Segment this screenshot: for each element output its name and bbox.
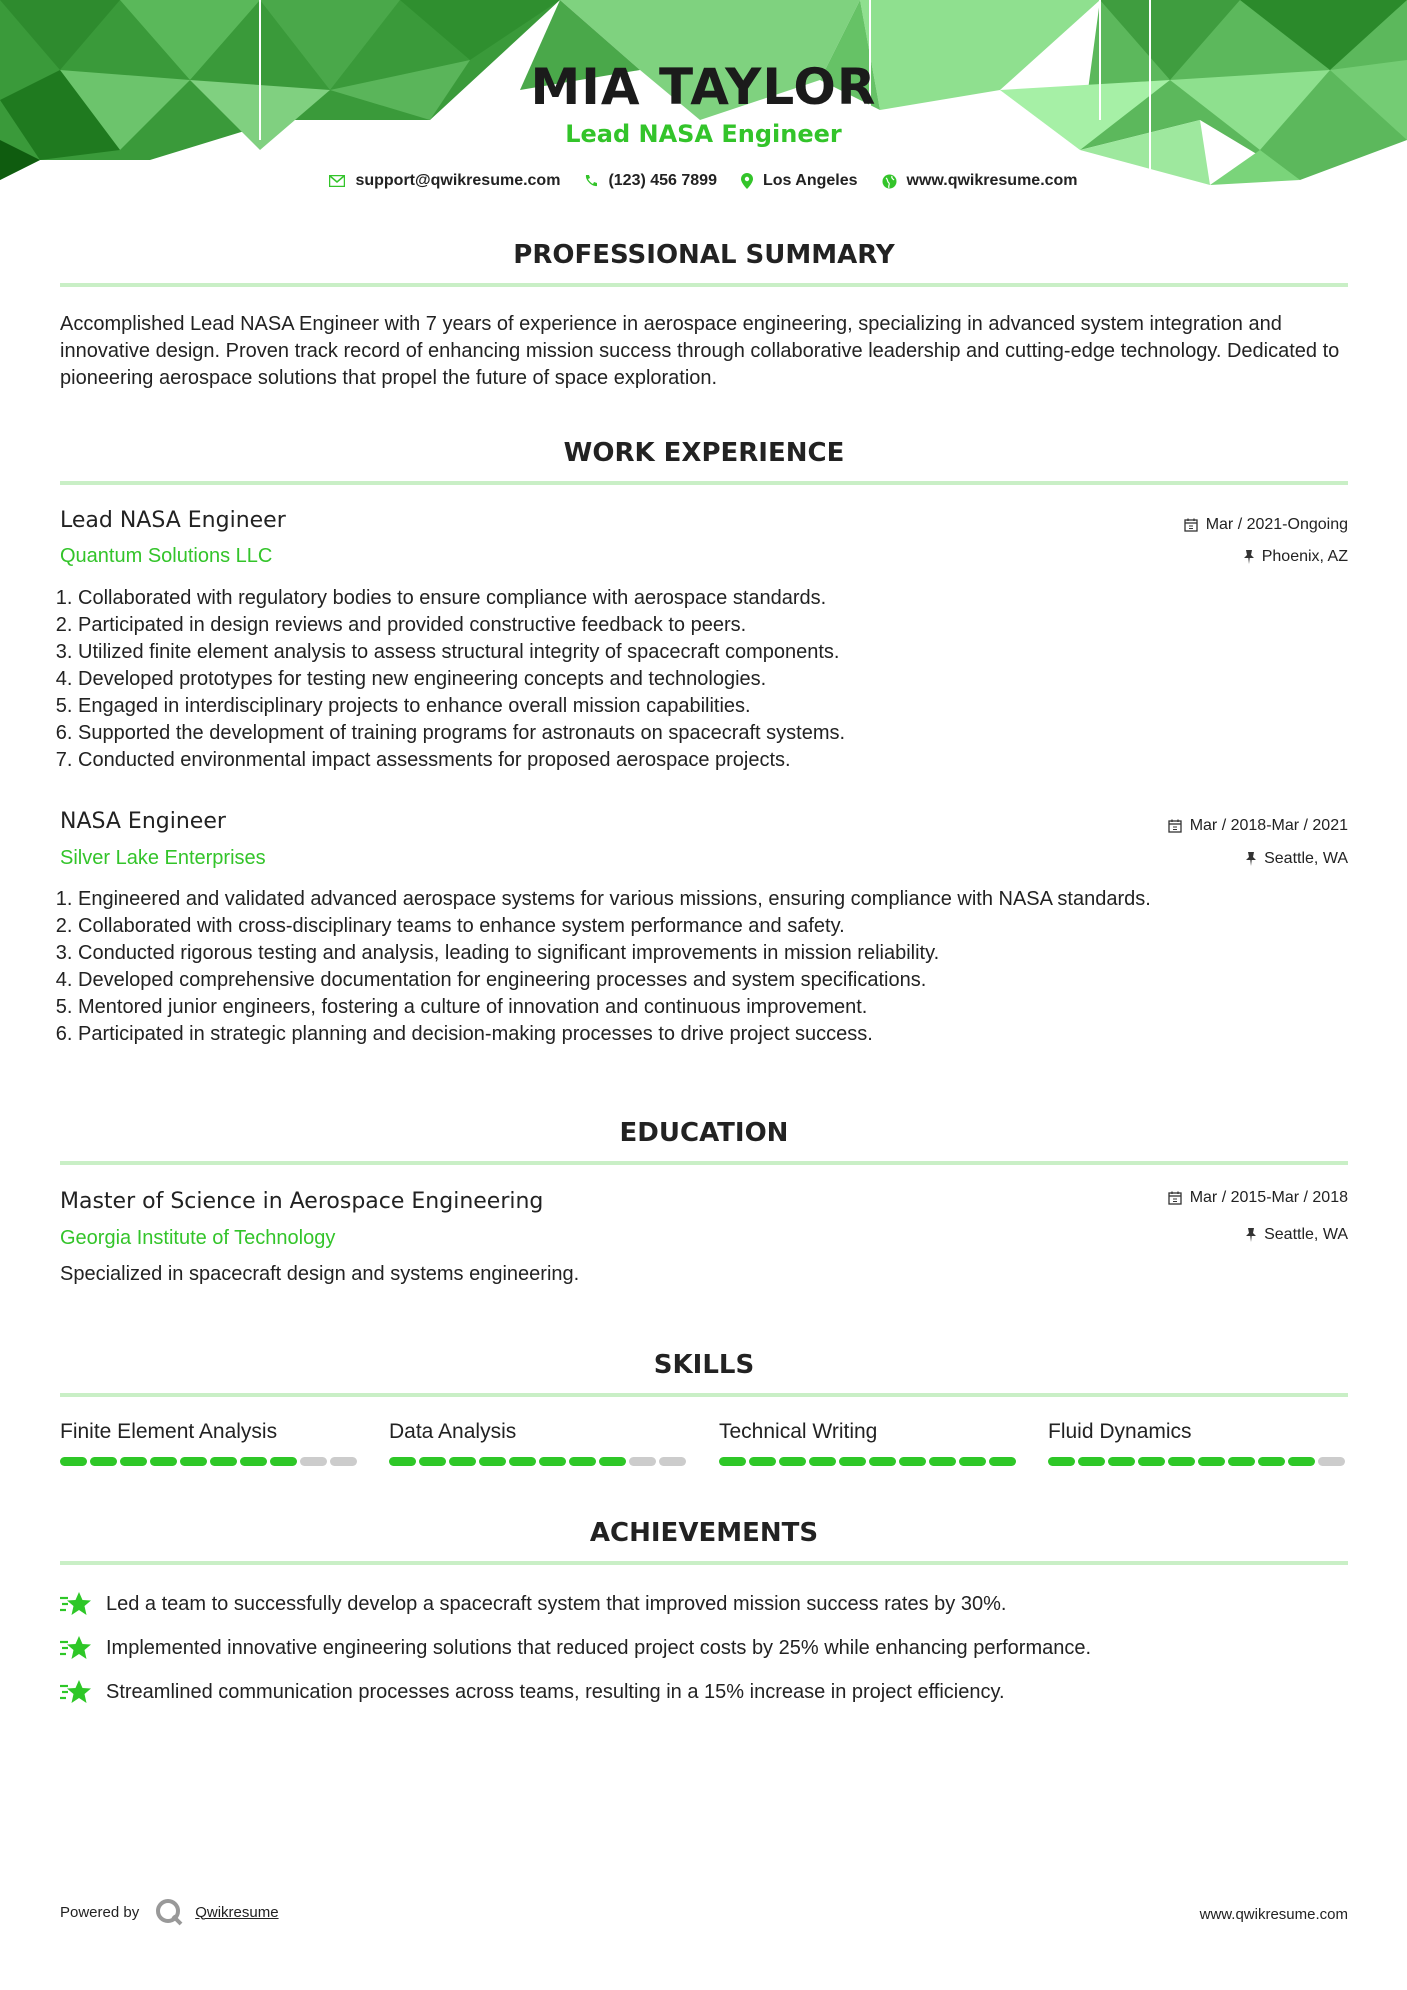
education-dates-text: Mar / 2015-Mar / 2018 [1189, 1189, 1348, 1206]
skill-level-segment [569, 1457, 596, 1466]
powered-by-label: Powered by [60, 1903, 140, 1921]
list-item: 6. Supported the development of training programs for astronauts on spacecraft systems. [78, 720, 1368, 747]
skill-level-segment [150, 1457, 177, 1466]
skill-level-segment [419, 1457, 446, 1466]
list-item: 5. Engaged in interdisciplinary projects to enhance overall mission capabilities. [78, 693, 1368, 720]
achievement-item [60, 1634, 1348, 1662]
job-dates [1168, 817, 1348, 835]
skill-level-segment [1228, 1457, 1255, 1466]
skill-level-segment [989, 1457, 1016, 1466]
list-item: 4. Developed comprehensive documentation for engineering processes and system specifications. [78, 967, 1368, 994]
skill-item [719, 1420, 1019, 1466]
skill-level-segment [1078, 1457, 1105, 1466]
skill-level-bar [719, 1457, 1019, 1466]
skill-item [1048, 1420, 1348, 1466]
skill-level-segment [539, 1457, 566, 1466]
list-item: 2. Collaborated with cross-disciplinary teams to enhance system performance and safety. [78, 913, 1368, 940]
job-dates [1184, 516, 1348, 534]
star-icon [60, 1590, 92, 1618]
list-item: 3. Conducted rigorous testing and analysis, leading to significant improvements in mission reliability. [78, 940, 1368, 967]
contact-email[interactable] [329, 172, 560, 190]
skill-level-segment [779, 1457, 806, 1466]
skill-level-segment [479, 1457, 506, 1466]
list-item: 4. Developed prototypes for testing new engineering concepts and technologies. [78, 666, 1368, 693]
summary-divider [60, 283, 1348, 287]
footer-website[interactable]: www.qwikresume.com [1199, 1906, 1348, 1923]
map-pin-icon [741, 173, 753, 189]
skill-level-segment [1138, 1457, 1165, 1466]
job-dates-text: Mar / 2018-Mar / 2021 [1189, 817, 1348, 834]
skill-name: Data Analysis [389, 1420, 517, 1443]
skill-level-segment [929, 1457, 956, 1466]
education-location [1246, 1226, 1348, 1244]
skill-level-segment [180, 1457, 207, 1466]
skills-divider [60, 1393, 1348, 1397]
footer-powered-by [60, 1898, 279, 1926]
skill-level-segment [210, 1457, 237, 1466]
envelope-icon [329, 175, 345, 187]
skill-level-segment [270, 1457, 297, 1466]
skill-level-segment [300, 1457, 327, 1466]
skill-level-bar [60, 1457, 360, 1466]
list-item: 2. Participated in design reviews and provided constructive feedback to peers. [78, 612, 1368, 639]
skill-level-segment [659, 1457, 686, 1466]
education-dates [1168, 1189, 1348, 1207]
skill-level-segment [1048, 1457, 1075, 1466]
contact-website[interactable] [882, 172, 1078, 190]
achievement-text: Led a team to successfully develop a spacecraft system that improved mission success rates by 30%. [106, 1592, 1007, 1615]
qwikresume-logo-icon [155, 1898, 183, 1926]
skill-level-segment [389, 1457, 416, 1466]
pushpin-icon [1246, 1228, 1256, 1242]
skill-item [389, 1420, 689, 1466]
skill-level-segment [959, 1457, 986, 1466]
skill-level-segment [60, 1457, 87, 1466]
globe-icon [882, 174, 897, 189]
contact-phone[interactable] [584, 172, 717, 190]
job-dates-text: Mar / 2021-Ongoing [1205, 516, 1348, 533]
contact-bar [0, 172, 1407, 190]
education-description: Specialized in spacecraft design and systems engineering. [60, 1263, 580, 1285]
contact-email-text: support@qwikresume.com [355, 172, 561, 189]
pushpin-icon [1244, 550, 1254, 564]
list-item: 5. Mentored junior engineers, fostering a culture of innovation and continuous improvement. [78, 994, 1368, 1021]
qwikresume-link[interactable]: Qwikresume [195, 1903, 279, 1921]
job-title: Lead NASA Engineer [60, 508, 286, 533]
contact-location [741, 172, 858, 190]
skill-level-segment [599, 1457, 626, 1466]
skill-level-segment [869, 1457, 896, 1466]
candidate-role: Lead NASA Engineer [565, 120, 842, 148]
skills-title: SKILLS [653, 1350, 755, 1380]
list-item: 1. Collaborated with regulatory bodies to ensure compliance with aerospace standards. [78, 585, 1368, 612]
job-location-text: Seattle, WA [1264, 850, 1348, 867]
achievement-item [60, 1678, 1348, 1706]
skill-level-segment [449, 1457, 476, 1466]
experience-title: WORK EXPERIENCE [563, 438, 845, 468]
achievement-text: Implemented innovative engineering solutions that reduced project costs by 25% while enhancing performance. [106, 1636, 1092, 1659]
achievement-text: Streamlined communication processes across teams, resulting in a 15% increase in project efficiency. [106, 1680, 1005, 1703]
job-company: Quantum Solutions LLC [60, 545, 273, 567]
skill-level-segment [330, 1457, 357, 1466]
skill-level-segment [1168, 1457, 1195, 1466]
skill-level-bar [389, 1457, 689, 1466]
skill-level-segment [240, 1457, 267, 1466]
skill-level-segment [839, 1457, 866, 1466]
list-item: 1. Engineered and validated advanced aerospace systems for various missions, ensuring compliance with NASA standards. [78, 886, 1368, 913]
skill-level-segment [1318, 1457, 1345, 1466]
achievements-title: ACHIEVEMENTS [589, 1518, 819, 1548]
job-responsibilities [58, 886, 1368, 1048]
job-company: Silver Lake Enterprises [60, 847, 266, 869]
education-divider [60, 1161, 1348, 1165]
star-icon [60, 1634, 92, 1662]
skill-level-segment [899, 1457, 926, 1466]
job-location [1246, 850, 1348, 868]
degree-title: Master of Science in Aerospace Engineering [60, 1189, 544, 1214]
list-item: 6. Participated in strategic planning and decision-making processes to drive project success. [78, 1021, 1368, 1048]
skill-level-segment [90, 1457, 117, 1466]
job-responsibilities [58, 585, 1368, 774]
pushpin-icon [1246, 852, 1256, 866]
skill-level-segment [120, 1457, 147, 1466]
education-title: EDUCATION [619, 1118, 789, 1148]
job-location-text: Phoenix, AZ [1261, 548, 1348, 565]
experience-divider [60, 481, 1348, 485]
education-location-text: Seattle, WA [1264, 1226, 1348, 1243]
job-title: NASA Engineer [60, 809, 226, 834]
contact-phone-text: (123) 456 7899 [608, 172, 717, 189]
skill-level-segment [1108, 1457, 1135, 1466]
candidate-name: MIA TAYLOR [530, 58, 877, 116]
school-name: Georgia Institute of Technology [60, 1227, 336, 1249]
list-item: 3. Utilized finite element analysis to assess structural integrity of spacecraft components. [78, 639, 1368, 666]
skill-name: Finite Element Analysis [60, 1420, 278, 1443]
skill-level-segment [1198, 1457, 1225, 1466]
calendar-icon [1184, 518, 1198, 532]
skill-level-segment [809, 1457, 836, 1466]
phone-icon [584, 174, 598, 188]
skill-level-bar [1048, 1457, 1348, 1466]
job-location [1244, 548, 1348, 566]
skill-name: Fluid Dynamics [1048, 1420, 1192, 1443]
skill-level-segment [509, 1457, 536, 1466]
achievements-divider [60, 1561, 1348, 1565]
contact-location-text: Los Angeles [762, 172, 858, 189]
list-item: 7. Conducted environmental impact assessments for proposed aerospace projects. [78, 747, 1368, 774]
skill-name: Technical Writing [719, 1420, 878, 1443]
skill-level-segment [629, 1457, 656, 1466]
skill-level-segment [719, 1457, 746, 1466]
calendar-icon [1168, 819, 1182, 833]
calendar-icon [1168, 1191, 1182, 1205]
skill-item [60, 1420, 360, 1466]
skill-level-segment [1258, 1457, 1285, 1466]
contact-website-text: www.qwikresume.com [906, 172, 1078, 189]
skill-level-segment [749, 1457, 776, 1466]
star-icon [60, 1678, 92, 1706]
summary-text: Accomplished Lead NASA Engineer with 7 years of experience in aerospace engineering, specializing in advanced system integration and innovative design. Proven track record of enhancing mission success through collaborative leadership and cutting-edge technology. Dedicated to pioneering aerospace solutions that propel the future of space exploration. [60, 313, 1340, 389]
achievement-item [60, 1590, 1348, 1618]
skill-level-segment [1288, 1457, 1315, 1466]
summary-title: PROFESSIONAL SUMMARY [513, 240, 895, 270]
